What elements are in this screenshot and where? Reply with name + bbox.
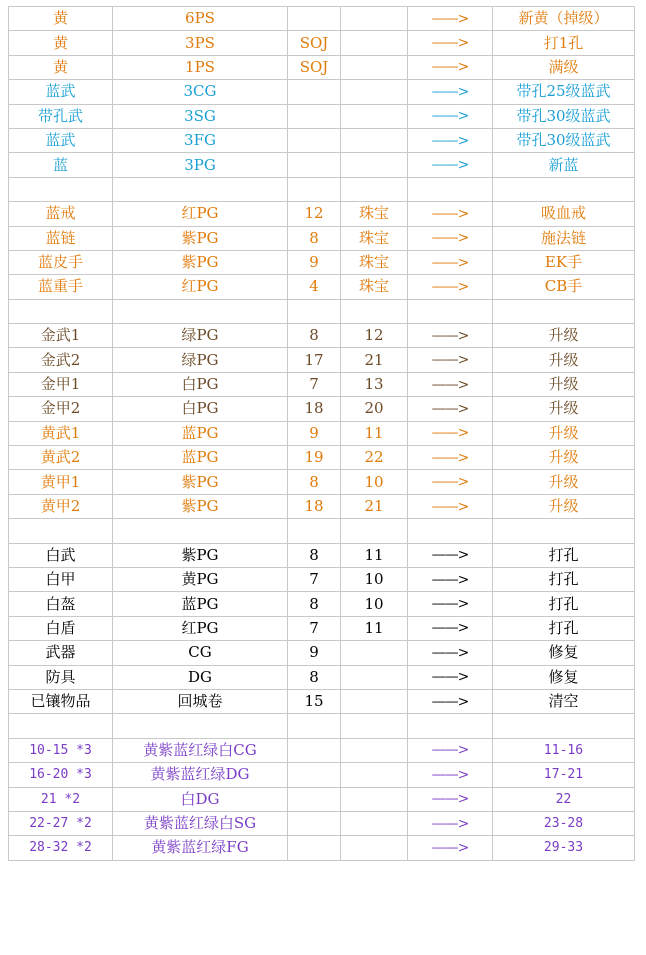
table-row (9, 470, 635, 494)
count-cell (288, 787, 341, 811)
material-cell: 紫PG (113, 543, 288, 567)
arrow-cell: ——> (408, 665, 493, 689)
count-cell (288, 836, 341, 860)
arrow-cell (408, 177, 493, 201)
count-cell (288, 7, 341, 31)
extra-cell: 13 (341, 372, 408, 396)
material-cell: 红PG (113, 202, 288, 226)
extra-cell (341, 811, 408, 835)
extra-cell: 21 (341, 348, 408, 372)
result-cell: 带孔30级蓝武 (493, 104, 635, 128)
result-cell: 29-33 (493, 836, 635, 860)
extra-cell: 22 (341, 446, 408, 470)
extra-cell: 珠宝 (341, 275, 408, 299)
table-row (9, 616, 635, 640)
arrow-cell: ——> (408, 446, 493, 470)
result-cell: 升级 (493, 397, 635, 421)
extra-cell: 10 (341, 592, 408, 616)
arrow-cell (408, 714, 493, 738)
count-cell: 8 (288, 324, 341, 348)
item-cell: 黄 (9, 7, 113, 31)
extra-cell (341, 299, 408, 323)
table-row (9, 153, 635, 177)
result-cell: 升级 (493, 494, 635, 518)
arrow-cell: ——> (408, 104, 493, 128)
extra-cell (341, 738, 408, 762)
arrow-cell: ——> (408, 616, 493, 640)
material-cell: 6PS (113, 7, 288, 31)
extra-cell (341, 177, 408, 201)
extra-cell: 20 (341, 397, 408, 421)
result-cell: 升级 (493, 372, 635, 396)
material-cell: 3CG (113, 80, 288, 104)
table-row (9, 446, 635, 470)
table-row (9, 787, 635, 811)
table-row (9, 494, 635, 518)
material-cell: 3PG (113, 153, 288, 177)
item-cell: 白盔 (9, 592, 113, 616)
count-cell: 8 (288, 543, 341, 567)
table-row (9, 348, 635, 372)
recipe-table (8, 6, 635, 861)
table-row (9, 714, 635, 738)
table-row (9, 104, 635, 128)
item-cell: 金甲2 (9, 397, 113, 421)
table-row (9, 226, 635, 250)
table-row (9, 55, 635, 79)
result-cell (493, 299, 635, 323)
result-cell: 11-16 (493, 738, 635, 762)
material-cell: 3PS (113, 31, 288, 55)
result-cell: 带孔25级蓝武 (493, 80, 635, 104)
table-row (9, 567, 635, 591)
extra-cell (341, 689, 408, 713)
extra-cell (341, 128, 408, 152)
count-cell: 12 (288, 202, 341, 226)
table-row (9, 80, 635, 104)
arrow-cell: ——> (408, 153, 493, 177)
table-row (9, 128, 635, 152)
material-cell: 白PG (113, 372, 288, 396)
item-cell: 蓝武 (9, 80, 113, 104)
table-row (9, 519, 635, 543)
table-row (9, 275, 635, 299)
material-cell: 蓝PG (113, 446, 288, 470)
material-cell: 3FG (113, 128, 288, 152)
material-cell: 紫PG (113, 226, 288, 250)
material-cell: 1PS (113, 55, 288, 79)
extra-cell: 12 (341, 324, 408, 348)
table-row (9, 177, 635, 201)
table-row (9, 665, 635, 689)
item-cell: 带孔武 (9, 104, 113, 128)
item-cell: 金甲1 (9, 372, 113, 396)
item-cell: 武器 (9, 641, 113, 665)
arrow-cell: ——> (408, 372, 493, 396)
extra-cell: 10 (341, 470, 408, 494)
extra-cell (341, 153, 408, 177)
item-cell: 白盾 (9, 616, 113, 640)
result-cell: EK手 (493, 250, 635, 274)
count-cell: 8 (288, 470, 341, 494)
arrow-cell (408, 519, 493, 543)
arrow-cell: ——> (408, 397, 493, 421)
material-cell: 绿PG (113, 324, 288, 348)
arrow-cell: ——> (408, 275, 493, 299)
count-cell (288, 519, 341, 543)
item-cell: 金武1 (9, 324, 113, 348)
arrow-cell: ——> (408, 348, 493, 372)
item-cell: 蓝武 (9, 128, 113, 152)
item-cell: 黄武2 (9, 446, 113, 470)
material-cell: 回城卷 (113, 689, 288, 713)
material-cell: 红PG (113, 275, 288, 299)
result-cell: 升级 (493, 470, 635, 494)
result-cell: 打孔 (493, 543, 635, 567)
table-row (9, 31, 635, 55)
result-cell: CB手 (493, 275, 635, 299)
item-cell: 白甲 (9, 567, 113, 591)
material-cell: 蓝PG (113, 592, 288, 616)
extra-cell (341, 836, 408, 860)
result-cell: 打孔 (493, 567, 635, 591)
result-cell (493, 177, 635, 201)
item-cell: 黄武1 (9, 421, 113, 445)
result-cell: 修复 (493, 641, 635, 665)
arrow-cell: ——> (408, 689, 493, 713)
table-row (9, 250, 635, 274)
material-cell: 黄紫蓝红绿白SG (113, 811, 288, 835)
material-cell (113, 177, 288, 201)
material-cell (113, 299, 288, 323)
extra-cell: 珠宝 (341, 226, 408, 250)
table-row (9, 397, 635, 421)
item-cell (9, 299, 113, 323)
arrow-cell: ——> (408, 421, 493, 445)
count-cell: 15 (288, 689, 341, 713)
count-cell: 17 (288, 348, 341, 372)
extra-cell (341, 641, 408, 665)
table-row (9, 324, 635, 348)
extra-cell (341, 714, 408, 738)
result-cell: 打孔 (493, 616, 635, 640)
item-cell: 金武2 (9, 348, 113, 372)
result-cell: 修复 (493, 665, 635, 689)
table-row (9, 811, 635, 835)
extra-cell: 11 (341, 543, 408, 567)
material-cell: 蓝PG (113, 421, 288, 445)
item-cell: 黄甲1 (9, 470, 113, 494)
count-cell: 18 (288, 397, 341, 421)
material-cell: 白DG (113, 787, 288, 811)
count-cell: 18 (288, 494, 341, 518)
table-row (9, 738, 635, 762)
item-cell (9, 714, 113, 738)
arrow-cell: ——> (408, 738, 493, 762)
result-cell: 22 (493, 787, 635, 811)
extra-cell (341, 665, 408, 689)
result-cell (493, 519, 635, 543)
material-cell: 白PG (113, 397, 288, 421)
count-cell: 4 (288, 275, 341, 299)
result-cell (493, 714, 635, 738)
item-cell: 蓝重手 (9, 275, 113, 299)
count-cell: 7 (288, 567, 341, 591)
count-cell: SOJ (288, 31, 341, 55)
item-cell: 10-15 *3 (9, 738, 113, 762)
item-cell: 蓝 (9, 153, 113, 177)
extra-cell: 珠宝 (341, 202, 408, 226)
material-cell: 紫PG (113, 494, 288, 518)
count-cell: 8 (288, 665, 341, 689)
count-cell (288, 299, 341, 323)
arrow-cell: ——> (408, 811, 493, 835)
material-cell: 黄紫蓝红绿白CG (113, 738, 288, 762)
material-cell: 3SG (113, 104, 288, 128)
result-cell: 满级 (493, 55, 635, 79)
arrow-cell: ——> (408, 226, 493, 250)
arrow-cell: ——> (408, 324, 493, 348)
extra-cell (341, 55, 408, 79)
item-cell: 防具 (9, 665, 113, 689)
extra-cell: 21 (341, 494, 408, 518)
arrow-cell: ——> (408, 80, 493, 104)
count-cell: 8 (288, 226, 341, 250)
material-cell: 黄紫蓝红绿FG (113, 836, 288, 860)
item-cell: 28-32 *2 (9, 836, 113, 860)
item-cell: 蓝戒 (9, 202, 113, 226)
result-cell: 新黄（掉级） (493, 7, 635, 31)
material-cell: 红PG (113, 616, 288, 640)
result-cell: 升级 (493, 348, 635, 372)
arrow-cell: ——> (408, 641, 493, 665)
arrow-cell: ——> (408, 567, 493, 591)
material-cell: 紫PG (113, 250, 288, 274)
table-row (9, 543, 635, 567)
table-row (9, 836, 635, 860)
arrow-cell: ——> (408, 55, 493, 79)
extra-cell: 珠宝 (341, 250, 408, 274)
table-row (9, 641, 635, 665)
count-cell (288, 763, 341, 787)
table-row (9, 299, 635, 323)
arrow-cell: ——> (408, 787, 493, 811)
count-cell: 7 (288, 372, 341, 396)
material-cell: 黄紫蓝红绿DG (113, 763, 288, 787)
arrow-cell: ——> (408, 494, 493, 518)
count-cell: 8 (288, 592, 341, 616)
arrow-cell: ——> (408, 250, 493, 274)
item-cell: 22-27 *2 (9, 811, 113, 835)
item-cell: 黄甲2 (9, 494, 113, 518)
count-cell: 9 (288, 641, 341, 665)
material-cell: DG (113, 665, 288, 689)
arrow-cell: ——> (408, 592, 493, 616)
item-cell: 白武 (9, 543, 113, 567)
extra-cell: 10 (341, 567, 408, 591)
material-cell: 黄PG (113, 567, 288, 591)
count-cell: 7 (288, 616, 341, 640)
extra-cell (341, 80, 408, 104)
result-cell: 17-21 (493, 763, 635, 787)
count-cell (288, 80, 341, 104)
count-cell (288, 714, 341, 738)
result-cell: 升级 (493, 421, 635, 445)
table-row (9, 592, 635, 616)
result-cell: 打孔 (493, 592, 635, 616)
item-cell (9, 177, 113, 201)
extra-cell: 11 (341, 616, 408, 640)
table-row (9, 689, 635, 713)
count-cell (288, 177, 341, 201)
table-row (9, 421, 635, 445)
arrow-cell: ——> (408, 543, 493, 567)
arrow-cell: ——> (408, 128, 493, 152)
item-cell: 21 *2 (9, 787, 113, 811)
result-cell: 升级 (493, 324, 635, 348)
item-cell: 黄 (9, 55, 113, 79)
item-cell (9, 519, 113, 543)
table-row (9, 202, 635, 226)
material-cell (113, 714, 288, 738)
material-cell: 紫PG (113, 470, 288, 494)
count-cell (288, 811, 341, 835)
item-cell: 已镶物品 (9, 689, 113, 713)
extra-cell: 11 (341, 421, 408, 445)
count-cell: SOJ (288, 55, 341, 79)
extra-cell (341, 787, 408, 811)
count-cell: 9 (288, 421, 341, 445)
arrow-cell: ——> (408, 202, 493, 226)
count-cell (288, 153, 341, 177)
extra-cell (341, 519, 408, 543)
result-cell: 清空 (493, 689, 635, 713)
item-cell: 黄 (9, 31, 113, 55)
extra-cell (341, 763, 408, 787)
item-cell: 16-20 *3 (9, 763, 113, 787)
result-cell: 新蓝 (493, 153, 635, 177)
arrow-cell: ——> (408, 763, 493, 787)
extra-cell (341, 31, 408, 55)
item-cell: 蓝链 (9, 226, 113, 250)
item-cell: 蓝皮手 (9, 250, 113, 274)
result-cell: 施法链 (493, 226, 635, 250)
count-cell: 19 (288, 446, 341, 470)
material-cell: 绿PG (113, 348, 288, 372)
extra-cell (341, 104, 408, 128)
material-cell: CG (113, 641, 288, 665)
recipe-table-body (9, 7, 635, 861)
table-row (9, 7, 635, 31)
arrow-cell: ——> (408, 7, 493, 31)
result-cell: 23-28 (493, 811, 635, 835)
extra-cell (341, 7, 408, 31)
result-cell: 升级 (493, 446, 635, 470)
count-cell: 9 (288, 250, 341, 274)
arrow-cell (408, 299, 493, 323)
table-row (9, 372, 635, 396)
result-cell: 打1孔 (493, 31, 635, 55)
result-cell: 带孔30级蓝武 (493, 128, 635, 152)
result-cell: 吸血戒 (493, 202, 635, 226)
material-cell (113, 519, 288, 543)
arrow-cell: ——> (408, 836, 493, 860)
count-cell (288, 128, 341, 152)
arrow-cell: ——> (408, 470, 493, 494)
arrow-cell: ——> (408, 31, 493, 55)
count-cell (288, 104, 341, 128)
table-row (9, 763, 635, 787)
count-cell (288, 738, 341, 762)
